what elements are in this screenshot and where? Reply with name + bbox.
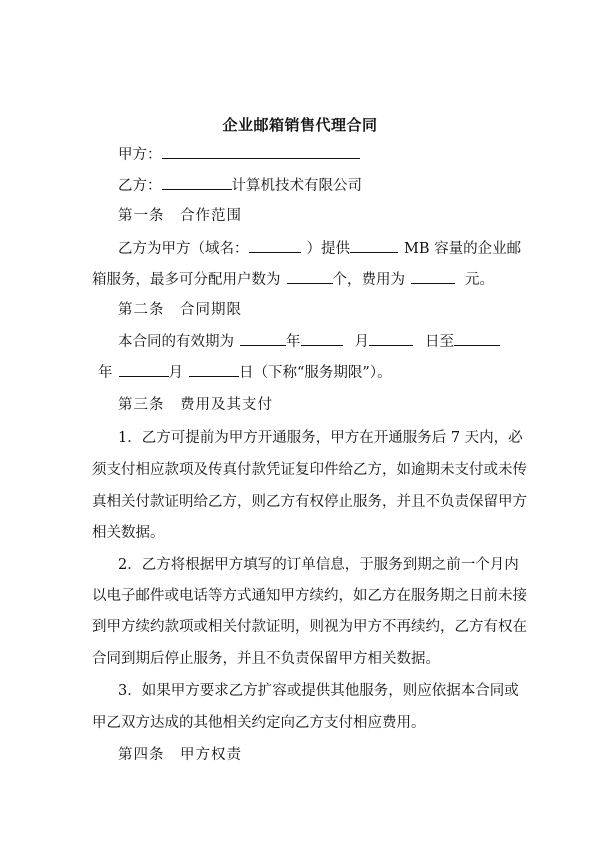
article-4-heading: 第四条 甲方权责 — [118, 747, 242, 763]
a3-p2-line-1: 2．乙方将根据甲方填写的订单信息，于服务到期之前一个月内 — [118, 557, 519, 573]
a3-p1-line-4: 相关数据。 — [92, 525, 165, 541]
article-2-line-2 — [98, 362, 392, 383]
a1-text-e: 个，费用为 — [332, 272, 405, 288]
a1-text-c: MB 容量的企业邮 — [404, 241, 522, 257]
a3-p2-line-4: 合同到期后停止服务，并且不负责保留甲方相关数据。 — [92, 651, 440, 667]
party-b-blank[interactable] — [162, 175, 232, 190]
a1-text-b: ）提供 — [306, 241, 350, 257]
party-a-blank[interactable] — [162, 144, 360, 159]
a2-text-c: 月 — [354, 334, 369, 350]
a3-p3-line-1: 3．如果甲方要求乙方扩容或提供其他服务，则应依据本合同或 — [118, 683, 519, 699]
a2-text-g: 日（下称“服务期限”）。 — [239, 365, 392, 381]
end-year-lead-blank[interactable] — [454, 331, 500, 346]
end-month-blank[interactable] — [119, 362, 169, 377]
start-day-blank[interactable] — [369, 331, 413, 346]
article-2-line-1 — [118, 331, 500, 352]
a3-p1-line-1: 1．乙方可提前为甲方开通服务，甲方在开通服务后 7 天内，必 — [118, 430, 523, 446]
start-month-blank[interactable] — [301, 331, 343, 346]
capacity-blank[interactable] — [350, 238, 398, 253]
a2-text-d: 日至 — [425, 334, 454, 350]
a1-text-d: 箱服务，最多可分配用户数为 — [92, 272, 281, 288]
party-a-label: 甲方： — [118, 147, 162, 163]
a3-p1-line-3: 真相关付款证明给乙方，则乙方有权停止服务，并且不负责保留甲方 — [92, 494, 527, 510]
article-3-heading: 第三条 费用及其支付 — [118, 397, 273, 413]
end-day-blank[interactable] — [189, 362, 239, 377]
a3-p3-line-2: 甲乙双方达成的其他相关约定向乙方支付相应费用。 — [92, 715, 426, 731]
user-count-blank[interactable] — [287, 269, 333, 284]
article-1-line-2 — [92, 269, 494, 290]
party-b-label: 乙方： — [118, 178, 162, 194]
article-2-heading: 第二条 合同期限 — [118, 302, 242, 318]
a2-text-a: 本合同的有效期为 — [118, 334, 234, 350]
start-year-blank[interactable] — [240, 331, 286, 346]
a1-text-f: 元。 — [465, 272, 494, 288]
domain-blank[interactable] — [249, 238, 301, 253]
document-title: 企业邮箱销售代理合同 — [222, 116, 378, 134]
a2-text-b: 年 — [286, 334, 301, 350]
a3-p2-line-2: 以电子邮件或电话等方式通知甲方续约，如乙方在服务期之日前未接 — [92, 588, 527, 604]
fee-blank[interactable] — [411, 269, 455, 284]
a3-p2-line-3: 到甲方续约款项或相关付款证明，则视为甲方不再续约，乙方有权在 — [92, 619, 527, 635]
a2-text-f: 月 — [168, 365, 183, 381]
a1-text-a: 乙方为甲方（域名： — [118, 241, 249, 257]
a3-p1-line-2: 须支付相应款项及传真付款凭证复印件给乙方，如逾期未支付或未传 — [92, 462, 527, 478]
a2-text-e: 年 — [98, 365, 113, 381]
party-a-line — [118, 144, 360, 165]
party-b-suffix: 计算机技术有限公司 — [231, 178, 362, 194]
article-1-line-1 — [118, 238, 521, 259]
article-1-heading: 第一条 合作范围 — [118, 208, 242, 224]
party-b-line — [118, 175, 362, 196]
